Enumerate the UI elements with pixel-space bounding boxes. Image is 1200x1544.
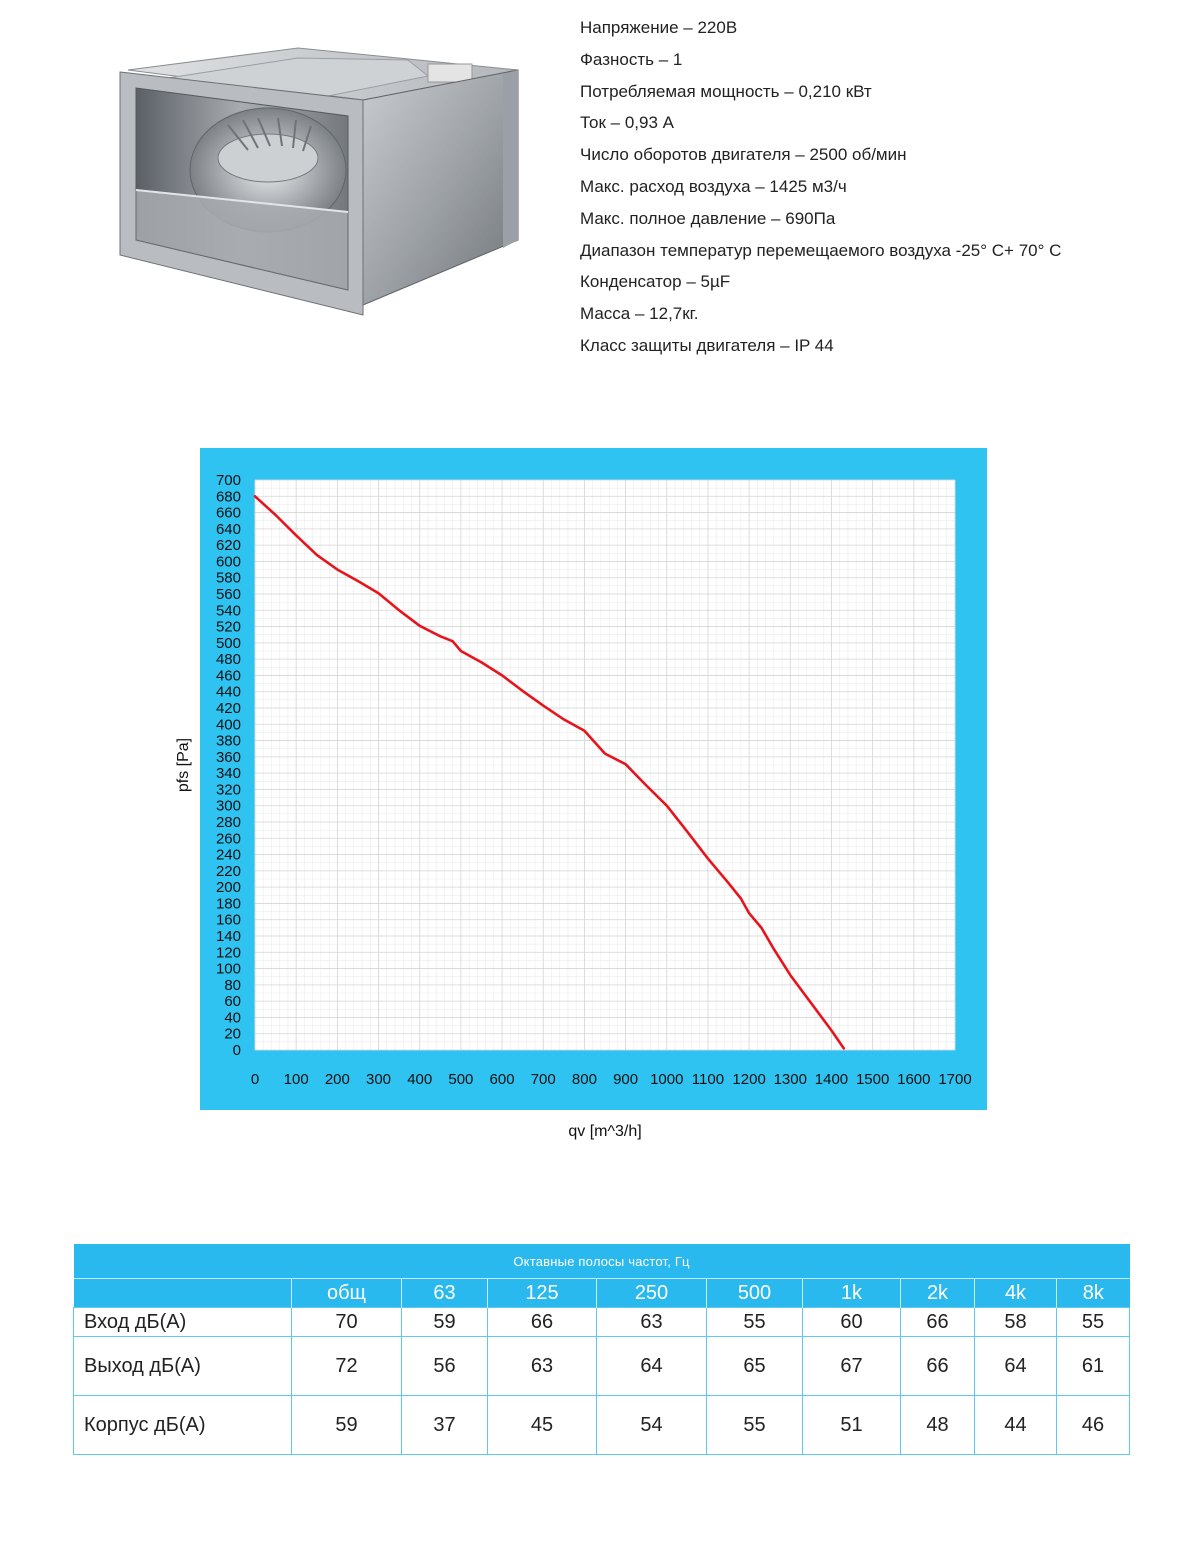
y-tick-label: 520	[215, 618, 241, 636]
y-tick-label: 160	[215, 911, 241, 929]
header-cell-empty	[74, 1279, 292, 1308]
table-cell: 51	[803, 1396, 901, 1455]
x-tick-label: 1600	[897, 1071, 931, 1088]
spec-protection-class: Класс защиты двигателя – IP 44	[580, 335, 834, 355]
fan-curve-chart	[0, 440, 1200, 1160]
table-cell: 37	[402, 1396, 488, 1455]
specs-list	[580, 14, 1180, 364]
y-tick-label: 20	[224, 1025, 241, 1043]
table-cell: 72	[292, 1337, 402, 1396]
y-tick-label: 320	[215, 781, 241, 799]
y-tick-label: 340	[215, 765, 241, 783]
y-tick-label: 400	[215, 716, 241, 734]
x-tick-label: 900	[613, 1071, 639, 1088]
x-tick-label: 1300	[773, 1071, 807, 1088]
x-tick-label: 1500	[855, 1071, 890, 1088]
table-cell: 64	[597, 1337, 707, 1396]
y-tick-labels	[216, 472, 241, 1059]
header-cell-125: 125	[488, 1279, 597, 1308]
y-tick-label: 240	[215, 846, 241, 864]
x-tick-label: 1100	[691, 1071, 725, 1088]
x-tick-label: 400	[407, 1071, 433, 1088]
spec-phase: Фазность – 1	[580, 49, 683, 69]
x-tick-label: 500	[448, 1071, 474, 1088]
table-cell: 59	[402, 1308, 488, 1337]
spec-max-pressure: Макс. полное давление – 690Па	[580, 208, 836, 228]
x-tick-label: 1000	[650, 1071, 684, 1088]
product-image	[108, 40, 528, 330]
x-tick-label: 0	[250, 1071, 260, 1088]
y-tick-label: 360	[215, 748, 241, 766]
y-tick-label: 140	[215, 928, 241, 945]
y-tick-label: 460	[215, 667, 241, 685]
table-cell: 54	[597, 1396, 707, 1455]
header-cell-63: 63	[402, 1279, 488, 1308]
y-tick-label: 540	[215, 602, 241, 620]
row-label: Вход дБ(А)	[74, 1308, 292, 1337]
table-row-outlet	[74, 1337, 1130, 1396]
y-tick-label: 640	[215, 520, 241, 538]
table-cell: 70	[292, 1308, 402, 1337]
x-tick-label: 1700	[938, 1071, 972, 1088]
y-tick-label: 620	[215, 537, 241, 555]
table-row-inlet	[74, 1308, 1130, 1337]
y-tick-label: 260	[215, 830, 241, 848]
table-cell: 63	[597, 1308, 707, 1337]
x-tick-label: 800	[571, 1071, 597, 1088]
y-tick-label: 280	[215, 814, 241, 831]
table-cell: 58	[975, 1308, 1057, 1337]
table-cell: 55	[707, 1396, 803, 1455]
table-row-casing	[74, 1396, 1130, 1455]
x-axis-label: qv [m^3/h]	[568, 1123, 642, 1140]
spec-rpm: Число оборотов двигателя – 2500 об/мин	[580, 145, 907, 165]
header-cell-8k: 8k	[1057, 1279, 1130, 1308]
header-cell-total: общ	[292, 1279, 402, 1308]
table-cell: 65	[707, 1337, 803, 1396]
x-tick-label: 200	[324, 1071, 350, 1088]
y-tick-label: 600	[215, 553, 241, 571]
y-tick-label: 500	[215, 634, 241, 652]
y-tick-label: 200	[215, 879, 241, 897]
spec-temperature-range: Диапазон температур перемещаемого воздуха -25° С+ 70° С	[580, 240, 1062, 260]
y-tick-label: 680	[215, 488, 241, 506]
row-label: Корпус дБ(А)	[74, 1396, 292, 1455]
y-tick-label: 0	[232, 1042, 241, 1059]
y-tick-label: 100	[215, 960, 241, 978]
header-cell-2k: 2k	[901, 1279, 975, 1308]
spec-current: Ток – 0,93 А	[580, 113, 674, 133]
y-tick-label: 700	[215, 472, 241, 489]
table-cell: 66	[901, 1308, 975, 1337]
octave-band-table	[73, 1244, 1129, 1455]
spec-mass: Масса – 12,7кг.	[580, 304, 699, 324]
fan-curve-svg	[0, 440, 1200, 1160]
y-tick-label: 120	[215, 944, 241, 962]
x-tick-label: 700	[530, 1071, 556, 1088]
y-tick-label: 80	[224, 976, 241, 994]
table-cell: 66	[901, 1337, 975, 1396]
table-cell: 64	[975, 1337, 1057, 1396]
table-cell: 60	[803, 1308, 901, 1337]
y-tick-label: 180	[215, 895, 241, 913]
y-tick-label: 440	[215, 683, 241, 701]
table-cell: 67	[803, 1337, 901, 1396]
table-cell: 44	[975, 1396, 1057, 1455]
x-tick-label: 300	[366, 1071, 392, 1088]
table-cell: 61	[1057, 1337, 1130, 1396]
x-tick-label: 600	[489, 1071, 515, 1088]
header-cell-4k: 4k	[975, 1279, 1057, 1308]
row-label: Выход дБ(А)	[74, 1337, 292, 1396]
spec-max-airflow: Макс. расход воздуха – 1425 м3/ч	[580, 176, 847, 196]
table-cell: 46	[1057, 1396, 1130, 1455]
y-tick-label: 60	[224, 993, 241, 1011]
spec-capacitor: Конденсатор – 5µF	[580, 272, 731, 292]
x-tick-label: 100	[283, 1071, 309, 1088]
x-tick-label: 1200	[732, 1071, 766, 1088]
table-cell: 45	[488, 1396, 597, 1455]
table-cell: 66	[488, 1308, 597, 1337]
spec-voltage: Напряжение – 220В	[580, 18, 738, 37]
table-cell: 56	[402, 1337, 488, 1396]
x-tick-label: 1400	[814, 1071, 849, 1088]
y-tick-label: 40	[224, 1009, 241, 1027]
y-tick-label: 480	[215, 651, 241, 669]
table-cell: 59	[292, 1396, 402, 1455]
y-tick-label: 580	[215, 569, 241, 587]
table-cell: 55	[1057, 1308, 1130, 1337]
y-tick-label: 300	[215, 797, 241, 815]
y-tick-label: 380	[215, 732, 241, 750]
table-cell: 63	[488, 1337, 597, 1396]
table-cell: 48	[901, 1396, 975, 1455]
table-cell: 55	[707, 1308, 803, 1337]
table-caption: Октавные полосы частот, Гц	[74, 1244, 1130, 1279]
y-tick-label: 660	[215, 504, 241, 522]
y-axis-label: pfs [Pa]	[175, 737, 192, 793]
y-tick-label: 560	[215, 586, 241, 603]
spec-power: Потребляемая мощность – 0,210 кВт	[580, 81, 872, 101]
header-cell-250: 250	[597, 1279, 707, 1308]
header-cell-1k: 1k	[803, 1279, 901, 1308]
y-tick-label: 220	[215, 862, 241, 880]
header-cell-500: 500	[707, 1279, 803, 1308]
y-tick-label: 420	[215, 700, 241, 717]
